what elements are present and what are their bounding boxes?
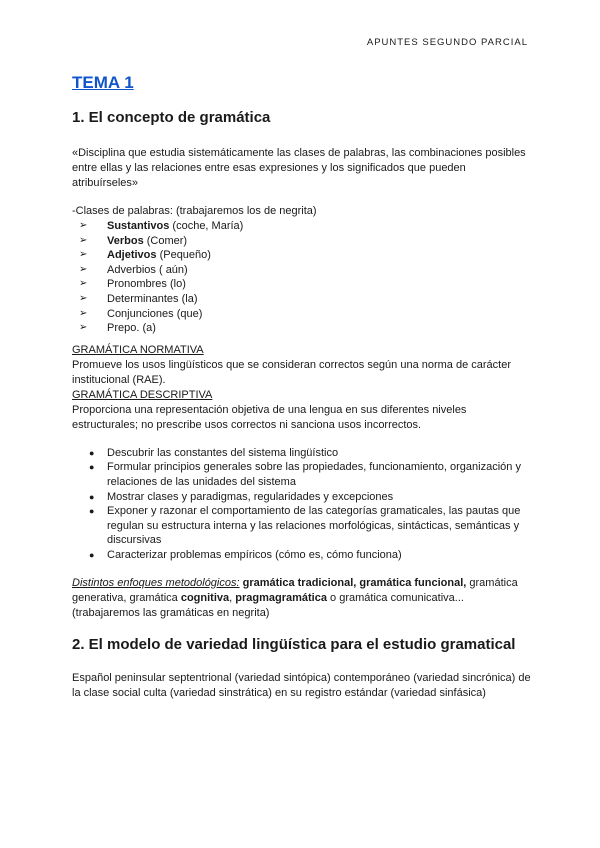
clase-text [107,277,186,292]
enfoques-text-3: o gramática comunicativa... [326,591,464,604]
objective-text: Mostrar clases y paradigmas, regularidades y excepciones [107,490,394,503]
enfoques-bold-1: gramática tradicional, gramática funcional, [242,576,467,589]
clase-bold: Sustantivos [107,220,170,232]
objective-item [89,504,532,548]
clase-rest: Adverbios ( aún) [107,263,188,276]
section-1-heading: 1. El concepto de gramática [72,109,271,126]
clase-text [107,307,202,322]
clase-item [79,321,532,336]
clase-rest: Pronombres (lo) [107,278,186,291]
arrow-bullet-icon: ➢ [79,220,88,231]
objectives-list [89,446,532,563]
arrow-bullet-icon: ➢ [79,234,88,246]
clase-bold: Adjetivos [107,249,157,262]
bullet-dot-icon: ● [89,506,95,517]
definition-quote: «Disciplina que estudia sistemáticamente las clases de palabras, las combinaciones posibles entre ellas y las relaciones entre esas expresiones y los significados que pueden atribuírseles» [72,147,526,189]
objective-item [89,446,532,461]
clase-rest: (Pequeño) [156,249,211,262]
objective-item [89,460,532,489]
clase-text [107,321,156,336]
clase-bold: Verbos [107,234,144,247]
arrow-bullet-icon: ➢ [79,278,88,290]
clase-item [79,292,532,307]
clases-list [79,219,532,336]
normativa-text: Promueve los usos lingüísticos que se consideran correctos según una norma de carácter institucional (RAE). [72,358,512,386]
clase-item [79,307,532,322]
clase-text [107,263,188,278]
objective-text: Formular principios generales sobre las propiedades, funcionamiento, organización y relaciones de las unidades del sistema [107,461,521,488]
clase-item [79,219,532,234]
objective-item [89,548,532,563]
normativa-title: GRAMÁTICA NORMATIVA [72,343,204,356]
clase-text [107,219,243,234]
objective-text: Caracterizar problemas empíricos (cómo es, cómo funciona) [107,548,402,561]
clase-text [107,248,211,263]
arrow-bullet-icon: ➢ [79,263,88,275]
clase-item [79,234,532,249]
bullet-dot-icon: ● [89,462,95,473]
document-body [72,72,532,701]
enfoques-text-2: , [229,591,236,604]
arrow-bullet-icon: ➢ [79,292,88,304]
enfoques-label: Distintos enfoques metodológicos: [72,576,240,589]
enfoques-paragraph [72,576,532,606]
descriptiva-title: GRAMÁTICA DESCRIPTIVA [72,388,213,401]
bullet-dot-icon: ● [89,549,95,560]
arrow-bullet-icon: ➢ [79,322,88,334]
clase-text [107,234,187,249]
arrow-bullet-icon: ➢ [79,307,88,319]
objective-text: Exponer y razonar el comportamiento de las categorías gramaticales, las pautas que regulan su estructura interna y las relaciones morfológicas, sintácticas, semánticas y discursivas [107,505,521,547]
section-2-heading: 2. El modelo de variedad lingüística para el estudio gramatical [72,635,516,653]
enfoques-text-1: gramática generativa, gramática [72,576,518,604]
enfoques-note: (trabajaremos las gramáticas en negrita) [72,606,270,619]
bullet-dot-icon: ● [89,447,95,458]
enfoques-bold-2: cognitiva [180,591,230,604]
clase-rest: Conjunciones (que) [107,307,203,320]
section-2-text: Español peninsular septentrional (variedad sintópica) contemporáneo (variedad sincrónica) de la clase social culta (variedad sinstrática) en su registro estándar (variedad sinfásica) [72,671,531,699]
clase-item [79,248,532,263]
clases-intro: -Clases de palabras: (trabajaremos los de negrita) [72,205,317,217]
clase-item [79,277,532,292]
objective-text: Descubrir las constantes del sistema lingüístico [107,446,339,459]
clase-rest: (coche, María) [169,220,244,232]
clase-item [79,263,532,278]
enfoques-bold-3: pragmagramática [235,591,327,604]
running-header: APUNTES SEGUNDO PARCIAL [366,37,528,48]
tema-title: TEMA 1 [72,73,134,92]
bullet-dot-icon: ● [89,491,95,502]
descriptiva-text: Proporciona una representación objetiva de una lengua en sus diferentes niveles estructurales; no prescribe usos correctos ni sanciona usos incorrectos. [72,403,467,431]
objective-item [89,490,532,505]
arrow-bullet-icon: ➢ [79,249,88,261]
clase-rest: Prepo. (a) [107,322,156,335]
clase-text [107,292,197,307]
clase-rest: Determinantes (la) [107,292,198,305]
clase-rest: (Comer) [143,234,188,247]
